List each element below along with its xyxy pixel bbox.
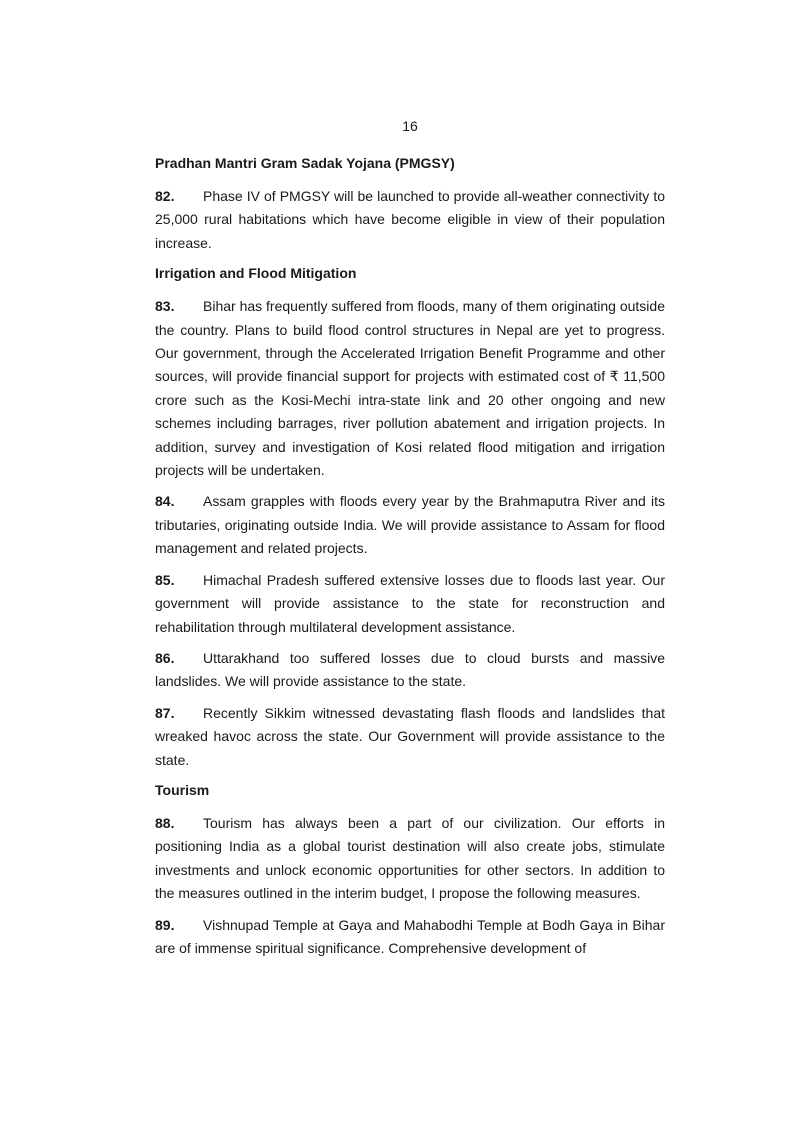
paragraph-number: 83.	[155, 298, 175, 315]
paragraph-86	[155, 647, 665, 694]
paragraph-text: Himachal Pradesh suffered extensive losses due to floods last year. Our government will provide assistance to the state for reconstruction and rehabilitation through multilateral development assistance.	[155, 571, 665, 635]
paragraph-text: Vishnupad Temple at Gaya and Mahabodhi Temple at Bodh Gaya in Bihar are of immense spiritual significance. Comprehensive development of	[155, 916, 665, 956]
page-number: 16	[402, 118, 418, 134]
paragraph-number: 87.	[155, 704, 175, 721]
paragraph-text: Tourism has always been a part of our civilization. Our efforts in positioning India as a global tourist destination will also create jobs, stimulate investments and unlock economic opportunities for other sectors. In addition to the measures outlined in the interim budget, I propose the following measures.	[155, 814, 665, 902]
paragraph-number: 86.	[155, 649, 175, 666]
paragraph-85	[155, 569, 665, 639]
paragraph-89	[155, 914, 665, 961]
paragraph-83	[155, 295, 665, 482]
paragraph-text: Phase IV of PMGSY will be launched to provide all-weather connectivity to 25,000 rural habitations which have become eligible in view of their population increase.	[155, 188, 665, 251]
paragraph-number: 82.	[155, 188, 175, 204]
paragraph-text: Bihar has frequently suffered from floods, many of them originating outside the country. Plans to build flood control structures in Nepal are yet to progress. Our government, through the Accelerated Irrigation Benefit Programme and other sources, will provide financial support for projects with estimated cost of ₹ 11,500 crore such as the Kosi-Mechi intra-state link and 20 other ongoing and new schemes including barrages, river pollution abatement and irrigation projects. In addition, survey and investigation of Kosi related flood mitigation and irrigation projects will be undertaken.	[155, 298, 665, 479]
paragraph-text: Assam grapples with floods every year by the Brahmaputra River and its tributaries, originating outside India. We will provide assistance to Assam for flood management and related projects.	[155, 493, 665, 557]
paragraph-text: Uttarakhand too suffered losses due to cloud bursts and massive landslides. We will provide assistance to the state.	[155, 649, 665, 690]
paragraph-text: Recently Sikkim witnessed devastating flash floods and landslides that wreaked havoc across the state. Our Government will provide assistance to the state.	[155, 704, 665, 768]
paragraph-number: 84.	[155, 493, 175, 510]
document-page	[155, 116, 665, 968]
section-heading-tourism: Tourism	[155, 781, 210, 798]
paragraph-number: 85.	[155, 571, 175, 588]
section-heading-pmgsy: Pradhan Mantri Gram Sadak Yojana (PMGSY)	[155, 155, 455, 171]
paragraph-87	[155, 702, 665, 772]
paragraph-84	[155, 490, 665, 560]
section-heading-irrigation: Irrigation and Flood Mitigation	[155, 265, 357, 282]
paragraph-82	[155, 185, 665, 255]
paragraph-88	[155, 812, 665, 906]
paragraph-number: 89.	[155, 916, 175, 933]
paragraph-number: 88.	[155, 814, 175, 831]
